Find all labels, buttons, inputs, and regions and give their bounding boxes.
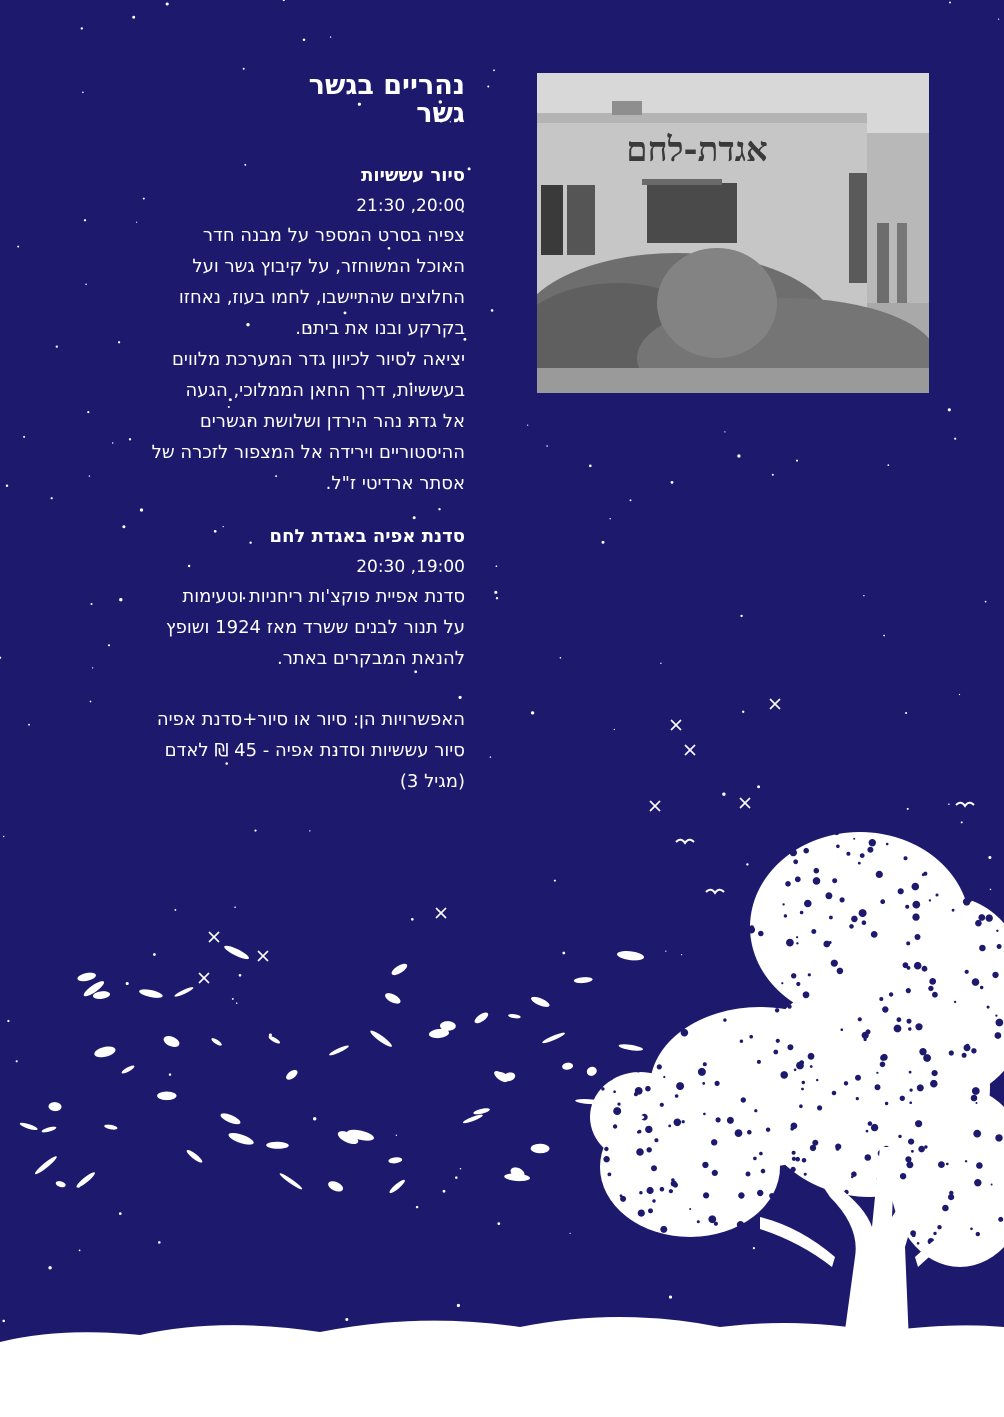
leaf [473,1011,490,1026]
leaf [574,976,593,983]
star-dot [905,712,907,714]
bird [956,803,974,806]
leaf [562,1062,574,1070]
leaf [369,1029,394,1049]
star-dot [6,484,8,486]
section-line: אל גדת נהר הירדן ושלושת הגשרים [199,411,465,432]
star-dot [630,499,632,501]
star-dot [303,39,306,42]
section-line: האוכל המשוחזר, על קיבוץ גשר ועל [192,256,465,277]
star-dot [56,345,58,347]
leaf [104,1124,118,1131]
leaf [174,986,195,998]
section-line: צפיה בסרט המספר על מבנה חדר [202,225,465,246]
page-title-line-2: גשר [416,98,465,129]
star-dot [998,18,999,19]
star-dot [985,601,987,603]
star-dot [614,729,615,730]
star-dot [493,69,495,71]
star-cross [770,699,780,709]
section-line: יציאה לסיור לכיוון גדר המערכת מלווים [171,349,465,370]
leaf [266,1142,289,1149]
section-line: להנאת המבקרים באתר. [277,648,465,669]
leaf [19,1121,38,1131]
leaf [327,1179,345,1193]
leaf [541,1031,565,1045]
star-dot [28,724,30,726]
leaf [227,1131,255,1148]
star-dot [132,16,135,19]
section-line: החלוצים שהתיישבו, לחמו בעוז, נאחזו [178,287,465,308]
leaf [41,1125,57,1133]
leaf [219,1111,242,1126]
leaf [618,1043,643,1052]
leaf [585,1065,598,1077]
leaf [383,991,402,1006]
star-dot [531,711,534,714]
leaf [530,995,551,1009]
section-line: ההיסטוריים וירידה אל המצפור לזכרה של [151,442,465,463]
leaf [48,1102,62,1112]
star-dot [283,0,285,1]
section-line: בקרקע ובנו את ביתם. [295,318,465,339]
leaf [508,1013,521,1019]
star-dot [496,597,498,599]
tree-illustration [0,787,1004,1417]
leaf [278,1172,303,1191]
star-dot [954,438,956,440]
building-photo [537,73,929,393]
leaf [462,1113,483,1125]
leaf [284,1068,299,1082]
star-dot [491,309,494,312]
note-line: (מגיל 3) [399,771,465,792]
leaf [55,1180,66,1188]
text-column [60,72,465,797]
star-dot [949,2,951,4]
note-line: האפשרויות הן: סיור או סיור+סדנת אפיה [156,709,465,730]
leaf [504,1173,530,1182]
bird [706,890,724,893]
star-dot [671,481,674,484]
section-title: סיור עששיות [361,165,465,186]
page-title [60,72,465,128]
leaf [531,1144,550,1154]
section-walking-tour [60,164,465,499]
star-dot [863,595,864,596]
star-dot [527,424,528,425]
star-dot [589,465,592,468]
section-line: סדנת אפיית פוקצ'ות ריחניות וטעימות [182,586,465,607]
leaf [616,950,644,962]
star-dot [740,615,742,617]
star-dot [772,474,774,476]
leaf [390,962,409,978]
star-cross [685,745,695,755]
star-dot [737,454,740,457]
options-note [60,704,465,797]
star-dot [602,541,605,544]
star-dot [243,68,245,70]
star-dot [660,663,661,664]
star-dot [23,436,25,438]
leaf [388,1156,402,1164]
sign-text: אגדת-לחם [626,130,768,170]
section-line: בעששיות, דרך החאן הממלוכי, הגעה [185,380,465,401]
section-baking-workshop [60,525,465,674]
bird [676,840,694,843]
leaf [268,1035,281,1045]
star-dot [17,246,19,248]
star-dot [166,2,169,5]
leaf [162,1034,181,1049]
ground [0,1317,1004,1417]
star-dot [742,711,744,713]
section-time: 19:00, 20:30 [356,557,465,577]
leaf [185,1148,203,1164]
star-dot [959,694,960,695]
leaf [210,1037,222,1047]
star-dot [487,86,489,88]
leaf [75,1171,96,1190]
star-dot [796,460,798,462]
leaf [77,971,97,983]
leaf [121,1064,136,1075]
star-dot [610,518,611,519]
page-title-line-1: נהריים בגשר [308,70,465,101]
star-dot [51,497,53,499]
star-dot [81,27,83,29]
star-cross [671,720,681,730]
star-dot [560,657,562,659]
star-dot [468,167,471,170]
leaf [223,943,251,961]
note-line: סיור עששיות וסדנת אפיה - 45 ₪ לאדם [164,740,465,761]
star-dot [948,408,951,411]
star-dot [496,565,498,567]
leaf [157,1092,176,1101]
star-dot [0,657,1,659]
leaf [473,1107,490,1115]
star-dot [490,756,491,757]
star-dot [887,464,889,466]
leaf [34,1155,59,1176]
section-title: סדנת אפיה באגדת לחם [269,526,465,547]
section-line: על תנור לבנים ששרד מאז 1924 ושופץ [165,617,465,638]
star-dot [330,36,331,37]
star-dot [883,635,885,637]
section-time: 20:00, 21:30 [356,196,465,216]
leaf [328,1044,349,1057]
leaf [138,988,163,1000]
star-dot [546,445,548,447]
leaf [388,1178,406,1194]
star-dot [724,431,725,432]
star-dot [494,591,497,594]
leaf [93,1045,116,1059]
section-line: אסתר ארדיטי ז"ל. [325,473,465,494]
